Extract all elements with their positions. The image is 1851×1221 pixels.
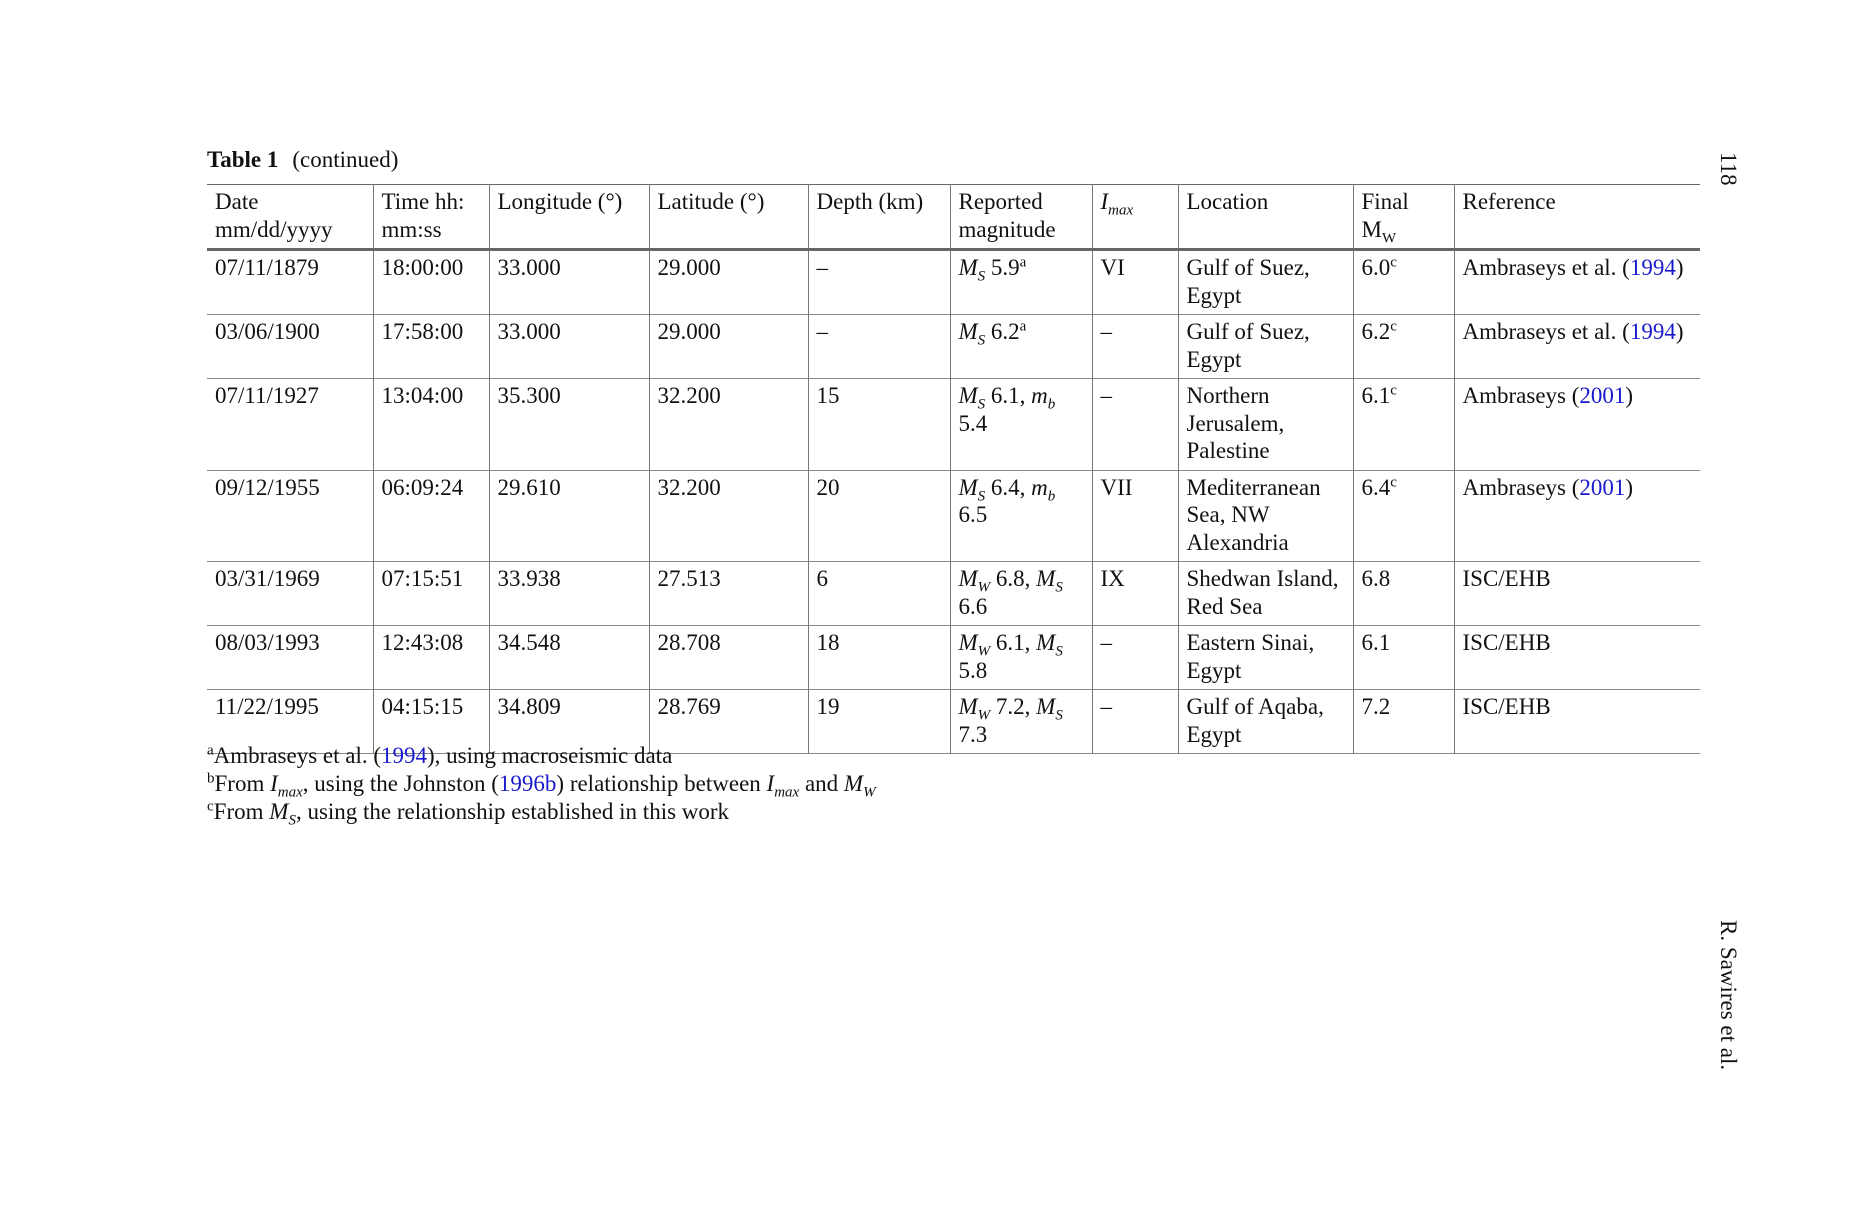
cell-reported-magnitude: $M_S$ 6.4, $m_b$ 6.5 [950,470,1092,562]
cell-depth: – [808,250,950,315]
cell-imax: – [1092,315,1178,379]
running-head: R. Sawires et al. [1716,920,1741,1071]
cell-longitude: 33.938 [489,562,649,626]
cell-longitude: 34.809 [489,690,649,754]
cell-longitude: 34.548 [489,626,649,690]
cell-reported-magnitude: $M_W$ 7.2, $M_S$ 7.3 [950,690,1092,754]
cell-reference: Ambraseys (2001) [1454,379,1700,471]
header-latitude: Latitude (°) [649,185,808,250]
header-location: Location [1178,185,1353,250]
header-final-mw: Final $M_W$ [1353,185,1454,250]
cell-imax: – [1092,379,1178,471]
cell-reference: Ambraseys et al. (1994) [1454,250,1700,315]
table-caption [207,145,398,175]
cell-imax: VII [1092,470,1178,562]
table-row [207,315,1700,379]
table-row [207,626,1700,690]
table-caption-text: (continued) [292,147,399,172]
cell-time: 07:15:51 [373,562,489,626]
cell-time: 18:00:00 [373,250,489,315]
cell-final-mw: 6.1 [1353,626,1454,690]
table-row [207,470,1700,562]
footnote-c: $^c$From $M_S$, using the relationship established in this work [207,798,730,829]
cell-final-mw: 6.8 [1353,562,1454,626]
cell-final-mw: 6.4$^c$ [1353,470,1454,562]
cell-reported-magnitude: $M_W$ 6.1, $M_S$ 5.8 [950,626,1092,690]
table-header-row [207,185,1700,250]
cell-longitude: 33.000 [489,315,649,379]
footnote-a: $^a$Ambraseys et al. (1994), using macroseismic data [207,742,673,768]
header-time: Time hh: mm:ss [373,185,489,250]
cell-time: 12:43:08 [373,626,489,690]
cell-imax: VI [1092,250,1178,315]
cell-time: 13:04:00 [373,379,489,471]
cell-latitude: 32.200 [649,470,808,562]
cell-date: 09/12/1955 [215,474,320,500]
header-date: Date mm/dd/yyyy [215,189,333,242]
cell-final-mw: 6.1$^c$ [1353,379,1454,471]
cell-date: 11/22/1995 [215,694,319,719]
cell-time: 17:58:00 [373,315,489,379]
reference-citation-link[interactable]: 2001 [1579,474,1626,500]
cell-final-mw: 7.2 [1353,690,1454,754]
cell-imax: – [1092,690,1178,754]
cell-latitude: 28.708 [649,626,808,690]
cell-reference: ISC/EHB [1454,562,1700,626]
cell-final-mw: 6.0$^c$ [1353,250,1454,315]
cell-reference: ISC/EHB [1454,626,1700,690]
reference-citation-link[interactable]: 1994 [1629,319,1676,344]
cell-reference: ISC/EHB [1454,690,1700,754]
header-imax: $I_{max}$ [1092,185,1178,250]
cell-location: Mediterranean Sea, NW Alexandria [1178,470,1353,562]
footnote-b-citation-link[interactable]: 1996b [498,771,557,796]
cell-longitude: 35.300 [489,379,649,471]
cell-longitude: 33.000 [489,250,649,315]
cell-depth: 19 [808,690,950,754]
cell-final-mw: 6.2$^c$ [1353,315,1454,379]
cell-location: Shedwan Island, Red Sea [1178,562,1353,626]
cell-date: 03/06/1900 [215,319,320,344]
cell-location: Northern Jerusalem, Palestine [1178,379,1353,471]
footnotes [207,742,876,829]
header-reported-magnitude: Reported magnitude [950,185,1092,250]
cell-location: Gulf of Suez, Egypt [1178,250,1353,315]
cell-reported-magnitude: $M_S$ 6.2$^a$ [950,315,1092,379]
reference-citation-link[interactable]: 2001 [1579,383,1626,408]
cell-location: Gulf of Suez, Egypt [1178,315,1353,379]
cell-time: 06:09:24 [373,470,489,562]
cell-depth: – [808,315,950,379]
cell-date: 07/11/1879 [215,255,319,280]
cell-depth: 6 [808,562,950,626]
cell-depth: 20 [808,470,950,562]
cell-latitude: 28.769 [649,690,808,754]
footnote-a-citation-link[interactable]: 1994 [381,743,428,768]
cell-latitude: 27.513 [649,562,808,626]
header-depth: Depth (km) [808,185,950,250]
cell-date: 03/31/1969 [215,566,320,591]
header-reference: Reference [1454,185,1700,250]
page-number: 118 [1716,152,1741,186]
cell-latitude: 29.000 [649,315,808,379]
cell-depth: 18 [808,626,950,690]
cell-reference: Ambraseys (2001) [1454,470,1700,562]
table-row [207,379,1700,471]
table-row [207,250,1700,315]
cell-longitude: 29.610 [489,470,649,562]
cell-depth: 15 [808,379,950,471]
cell-imax: – [1092,626,1178,690]
header-longitude: Longitude (°) [489,185,649,250]
cell-reported-magnitude: $M_S$ 5.9$^a$ [950,250,1092,315]
reference-citation-link[interactable]: 1994 [1629,255,1676,280]
cell-reported-magnitude: $M_S$ 6.1, $m_b$ 5.4 [950,379,1092,471]
cell-reference: Ambraseys et al. (1994) [1454,315,1700,379]
cell-time: 04:15:15 [373,690,489,754]
cell-imax: IX [1092,562,1178,626]
cell-date: 07/11/1927 [215,383,319,408]
cell-location: Eastern Sinai, Egypt [1178,626,1353,690]
cell-reported-magnitude: $M_W$ 6.8, $M_S$ 6.6 [950,562,1092,626]
table-row [207,562,1700,626]
cell-latitude: 32.200 [649,379,808,471]
earthquake-table [207,184,1700,754]
table-body [207,250,1700,754]
cell-date: 08/03/1993 [215,630,320,655]
cell-latitude: 29.000 [649,250,808,315]
footnote-b: $^b$From $I_{max}$, using the Johnston (1996b) relationship between $I_{max}$ and $M_W$ [207,770,876,801]
cell-location: Gulf of Aqaba, Egypt [1178,690,1353,754]
table-label: Table 1 [207,147,279,172]
